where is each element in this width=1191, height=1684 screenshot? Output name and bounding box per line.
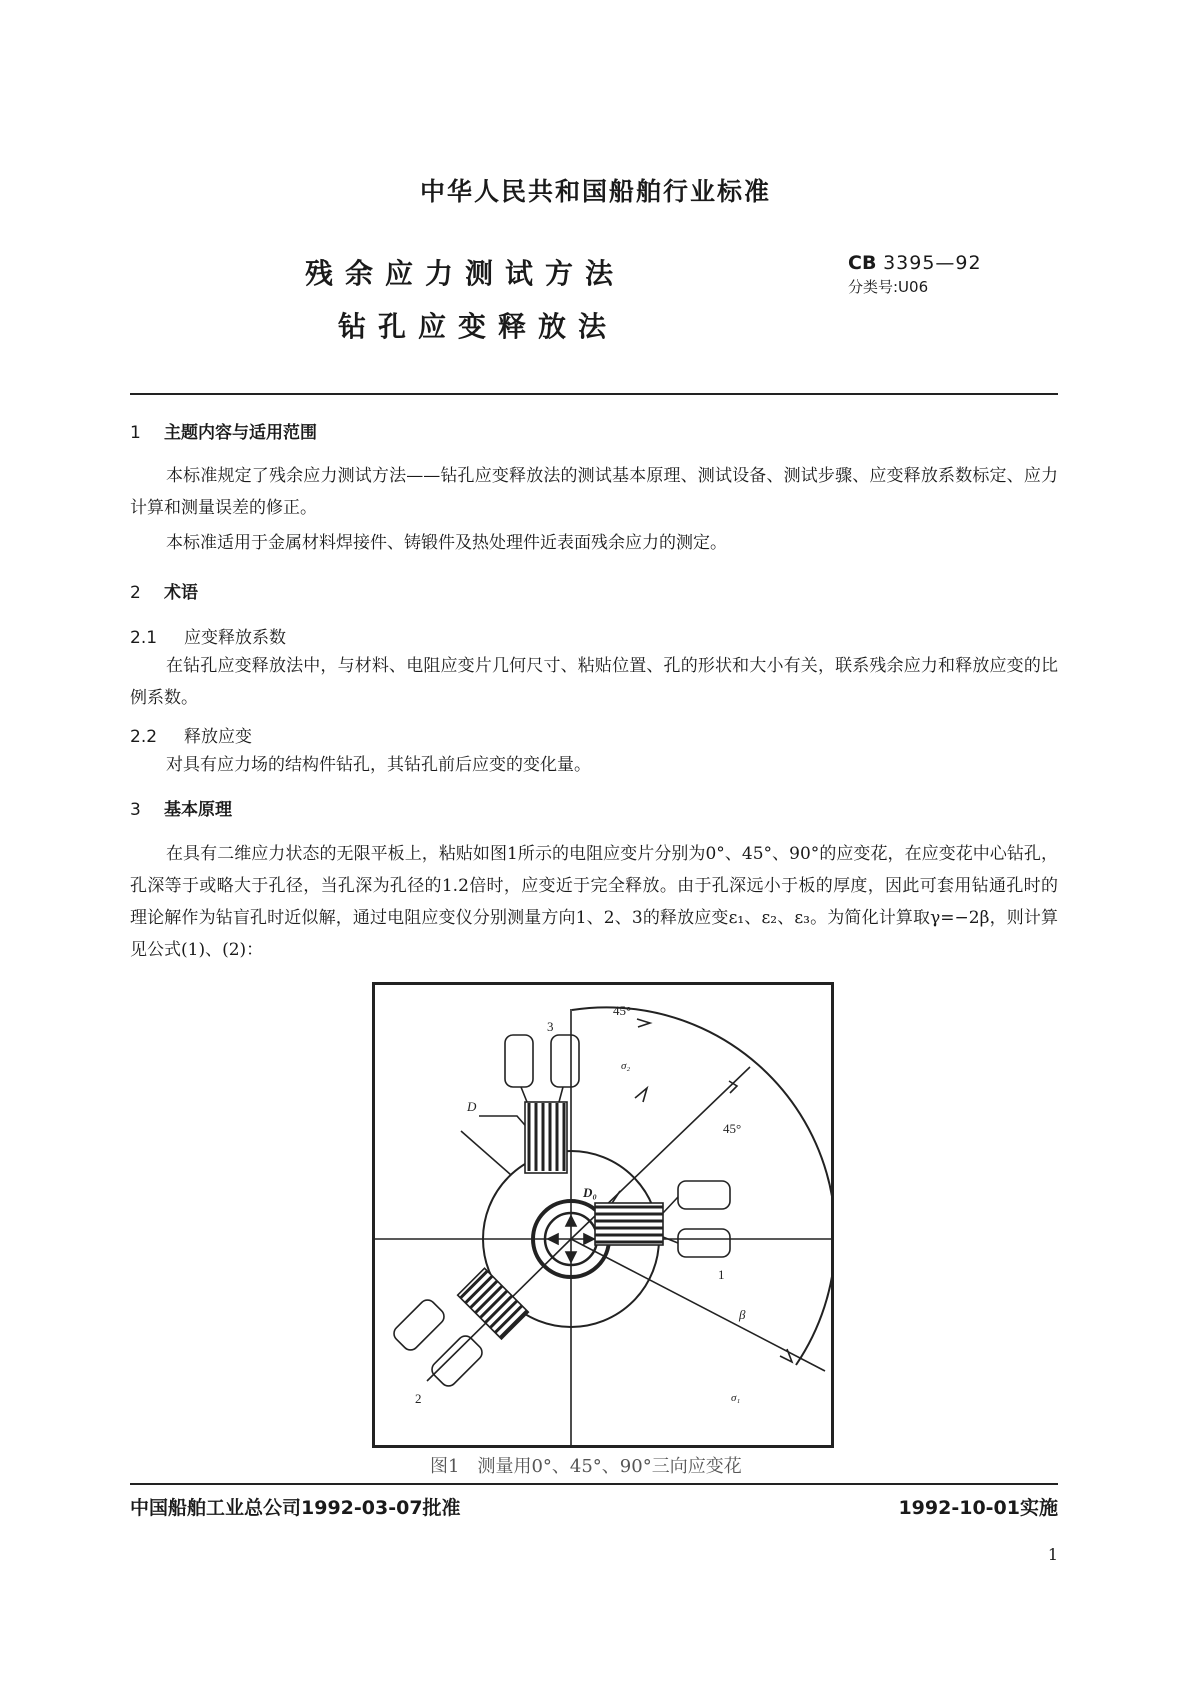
section-3-paragraph-1: 在具有二维应力状态的无限平板上，粘贴如图1所示的电阻应变片分别为0°、45°、90°的应变花，在应变花中心钻孔，孔深等于或略大于孔径，当孔深为孔径的1.2倍时，应变近于完全释放。由于孔深远小于板的厚度，因此可套用钻通孔时的理论解作为钻盲孔时近似解，通过电阻应变仪分别测量方向1、2、3的释放应变ε₁、ε₂、ε₃。为简化计算取γ=−2β，则计算见公式(1)、(2)： — [130, 844, 1058, 960]
label-gauge-3: 3 — [547, 1019, 554, 1034]
figure-1-frame — [372, 982, 834, 1448]
effective-date: 1992-10-01实施 — [898, 1497, 1058, 1519]
label-sigma-2: σ₂ — [621, 1060, 631, 1072]
issuing-organization: 中华人民共和国船舶行业标准 — [419, 177, 771, 206]
section-2-title: 术语 — [164, 583, 198, 603]
footer-divider — [130, 1483, 1058, 1485]
section-1-number: 1 — [130, 423, 141, 443]
section-2-1-paragraph: 在钻孔应变释放法中，与材料、电阻应变片几何尺寸、粘贴位置、孔的形状和大小有关，联系残余应力和释放应变的比例系数。 — [130, 656, 1058, 708]
title-line-1: 残余应力测试方法 — [305, 257, 626, 290]
section-2-2-title: 释放应变 — [184, 727, 252, 747]
section-2-1-number: 2.1 — [130, 628, 158, 648]
label-hole-outer: D — [467, 1099, 477, 1114]
sigma1-direction-line — [571, 1239, 825, 1371]
figure-1-strain-rosette — [375, 985, 831, 1445]
section-3-heading — [130, 795, 232, 820]
section-3-number: 3 — [130, 800, 141, 820]
label-angle-right: 45° — [723, 1121, 742, 1136]
label-beta: β — [739, 1307, 746, 1322]
section-1-paragraph-1: 本标准规定了残余应力测试方法——钻孔应变释放法的测试基本原理、测试设备、测试步骤、应变释放系数标定、应力计算和测量误差的修正。 — [130, 466, 1058, 518]
section-1-title: 主题内容与适用范围 — [164, 423, 317, 443]
section-2-number: 2 — [130, 583, 141, 603]
label-angle-top: 45° — [613, 1003, 632, 1018]
section-3-title: 基本原理 — [164, 800, 232, 820]
section-2-2-number: 2.2 — [130, 727, 158, 747]
section-1-paragraph-2: 本标准适用于金属材料焊接件、铸锻件及热处理件近表面残余应力的测定。 — [166, 533, 727, 553]
code-number: 3395—92 — [883, 252, 982, 274]
label-sigma-1: σ₁ — [731, 1392, 741, 1404]
code-prefix: CB — [848, 252, 877, 274]
angle-arc — [572, 1007, 831, 1365]
section-2-2-paragraph: 对具有应力场的结构件钻孔，其钻孔前后应变的变化量。 — [166, 755, 591, 775]
classification-number: 分类号:U06 — [848, 278, 929, 296]
label-gauge-2: 2 — [415, 1391, 422, 1406]
approval-line: 中国船舶工业总公司1992-03-07批准 — [130, 1497, 461, 1519]
figure-1-caption: 图1 测量用0°、45°、90°三向应变花 — [430, 1456, 742, 1477]
section-2-2-heading — [130, 722, 252, 747]
section-2-1-heading — [130, 623, 286, 648]
standard-code — [848, 252, 982, 274]
section-2-1-title: 应变释放系数 — [184, 628, 286, 648]
label-hole-inner: D₀ — [583, 1185, 597, 1200]
header-divider — [130, 393, 1058, 395]
title-line-2: 钻孔应变释放法 — [338, 310, 619, 343]
section-2-heading — [130, 578, 198, 603]
section-1-heading — [130, 418, 317, 443]
label-gauge-1: 1 — [718, 1267, 725, 1282]
page-number: 1 — [1047, 1545, 1058, 1564]
